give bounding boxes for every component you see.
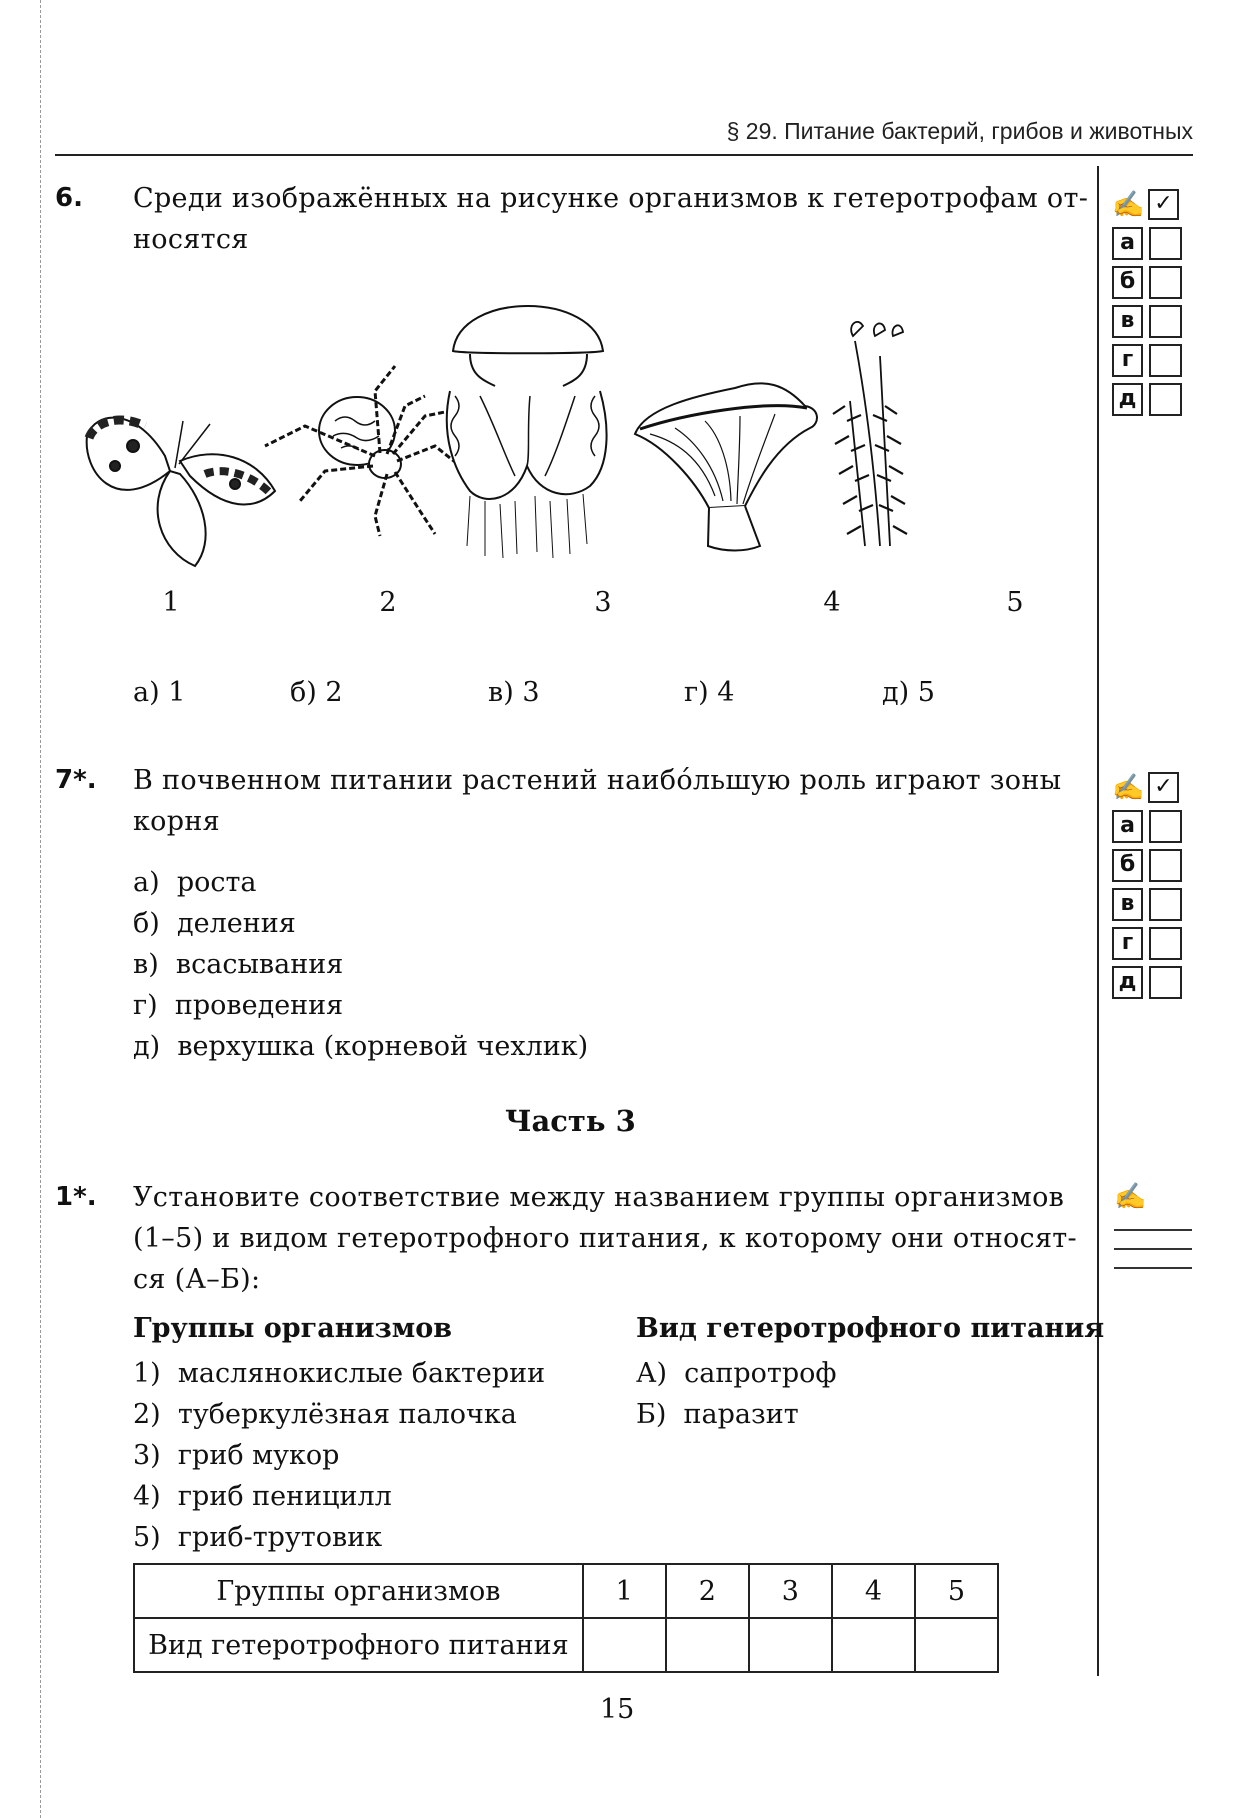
question-6-text-line-1: Среди изображённых на рисунке организмов к гетеротрофам от- (133, 183, 1089, 214)
answer-box-d[interactable] (1149, 344, 1182, 377)
answer-box-c[interactable] (1149, 305, 1182, 338)
types-column-header: Вид гетеротрофного питания (636, 1313, 1105, 1344)
answer-write-line[interactable] (1114, 1229, 1192, 1231)
question-7-number: 7*. (55, 765, 97, 795)
type-item: А) сапротроф (636, 1358, 837, 1389)
figure-label-2: 2 (379, 587, 397, 618)
answer-row-e (1112, 963, 1190, 1002)
answer-table (133, 1563, 999, 1673)
answer-letter-d: г (1112, 344, 1143, 377)
answer-panel-header (1112, 185, 1190, 224)
answer-box-a[interactable] (1149, 810, 1182, 843)
part-3-question-1-number: 1*. (55, 1182, 97, 1212)
answer-box-d[interactable] (1149, 927, 1182, 960)
group-item: 3) гриб мукор (133, 1440, 340, 1471)
pen-icon: ✍ (1112, 189, 1145, 220)
part-3-question-1-text (133, 1177, 1083, 1300)
running-header: § 29. Питание бактерий, грибов и животных (726, 118, 1193, 144)
header-rule (55, 154, 1193, 156)
question-7-text-line-1: В почвенном питании растений наибо́льшую роль играют зоны (133, 765, 1062, 796)
answer-letter-c: в (1112, 888, 1143, 921)
question-6-option-e: д) 5 (882, 677, 935, 708)
question-7-option: а) роста (133, 867, 257, 898)
check-box[interactable]: ✓ (1148, 772, 1179, 803)
question-6-number: 6. (55, 183, 83, 213)
table-answer-cell[interactable] (915, 1618, 998, 1672)
figure-label-1: 1 (162, 587, 180, 618)
jellyfish-drawing (447, 306, 607, 558)
answer-row-d (1112, 341, 1190, 380)
table-row (134, 1564, 998, 1618)
answer-row-a (1112, 224, 1190, 263)
answer-letter-a: а (1112, 810, 1143, 843)
question-6-text (133, 178, 1089, 260)
part-3-question-1-text-line-1: Установите соответствие между названием группы организмов (133, 1182, 1065, 1213)
answer-box-e[interactable] (1149, 383, 1182, 416)
answer-letter-e: д (1112, 966, 1143, 999)
part-3-title: Часть 3 (505, 1104, 636, 1138)
table-header-cell: 5 (915, 1564, 998, 1618)
check-box[interactable]: ✓ (1148, 189, 1179, 220)
group-item: 2) туберкулёзная палочка (133, 1399, 517, 1430)
groups-list (133, 1353, 545, 1558)
groups-column-header: Группы организмов (133, 1313, 452, 1344)
pen-icon: ✍ (1112, 772, 1145, 803)
figure-label-3: 3 (594, 587, 612, 618)
table-row-label: Вид гетеротрофного питания (134, 1618, 583, 1672)
group-item: 5) гриб-трутовик (133, 1522, 383, 1553)
question-6-option-c: в) 3 (488, 677, 540, 708)
page-margin-line (40, 0, 41, 1818)
answer-box-b[interactable] (1149, 266, 1182, 299)
table-answer-cell[interactable] (583, 1618, 666, 1672)
moss-drawing (833, 322, 907, 546)
group-item: 4) гриб пеницилл (133, 1481, 392, 1512)
answer-letter-d: г (1112, 927, 1143, 960)
table-row (134, 1618, 998, 1672)
butterfly-drawing (87, 418, 275, 566)
question-7-text-line-2: корня (133, 806, 220, 837)
page-number: 15 (600, 1694, 635, 1725)
answer-letter-c: в (1112, 305, 1143, 338)
answer-row-c (1112, 302, 1190, 341)
question-7-option: в) всасывания (133, 949, 344, 980)
question-6-answer-panel (1112, 185, 1190, 419)
answer-box-c[interactable] (1149, 888, 1182, 921)
pen-icon: ✍ (1114, 1182, 1147, 1212)
question-7-options (133, 862, 588, 1067)
answer-box-e[interactable] (1149, 966, 1182, 999)
organisms-figure (75, 296, 1075, 586)
answer-letter-a: а (1112, 227, 1143, 260)
answer-box-b[interactable] (1149, 849, 1182, 882)
type-item: Б) паразит (636, 1399, 799, 1430)
answer-letter-e: д (1112, 383, 1143, 416)
figure-label-4: 4 (823, 587, 841, 618)
question-7-text (133, 760, 1083, 842)
question-6-option-d: г) 4 (684, 677, 735, 708)
answer-panel-header (1112, 768, 1190, 807)
table-row-label: Группы организмов (134, 1564, 583, 1618)
answer-letter-b: б (1112, 849, 1143, 882)
answer-letter-b: б (1112, 266, 1143, 299)
types-list (636, 1353, 837, 1435)
question-6-option-b: б) 2 (290, 677, 343, 708)
answer-row-d (1112, 924, 1190, 963)
table-header-cell: 3 (749, 1564, 832, 1618)
spider-drawing (265, 366, 465, 536)
part-3-question-1-text-line-3: ся (А–Б): (133, 1264, 261, 1295)
answer-row-b (1112, 263, 1190, 302)
answer-column-divider (1097, 166, 1099, 1676)
answer-row-b (1112, 846, 1190, 885)
part-3-answer-area (1114, 1183, 1192, 1269)
organisms-illustration (75, 296, 1075, 586)
table-answer-cell[interactable] (749, 1618, 832, 1672)
figure-label-5: 5 (1006, 587, 1024, 618)
table-header-cell: 4 (832, 1564, 915, 1618)
answer-row-e (1112, 380, 1190, 419)
group-item: 1) маслянокислые бактерии (133, 1358, 546, 1389)
answer-row-a (1112, 807, 1190, 846)
answer-row-c (1112, 885, 1190, 924)
question-7-option: д) верхушка (корневой чехлик) (133, 1031, 589, 1062)
question-7-answer-panel (1112, 768, 1190, 1002)
answer-write-line[interactable] (1114, 1267, 1192, 1269)
question-6-option-a: а) 1 (133, 677, 186, 708)
part-3-question-1-text-line-2: (1–5) и видом гетеротрофного питания, к которому они относят- (133, 1223, 1077, 1254)
question-7-option: б) деления (133, 908, 296, 939)
table-answer-cell[interactable] (666, 1618, 749, 1672)
answer-write-line[interactable] (1114, 1248, 1192, 1250)
mushroom-drawing (635, 383, 817, 550)
table-header-cell: 1 (583, 1564, 666, 1618)
answer-box-a[interactable] (1149, 227, 1182, 260)
table-answer-cell[interactable] (832, 1618, 915, 1672)
table-header-cell: 2 (666, 1564, 749, 1618)
question-7-option: г) проведения (133, 990, 344, 1021)
question-6-text-line-2: носятся (133, 224, 249, 255)
